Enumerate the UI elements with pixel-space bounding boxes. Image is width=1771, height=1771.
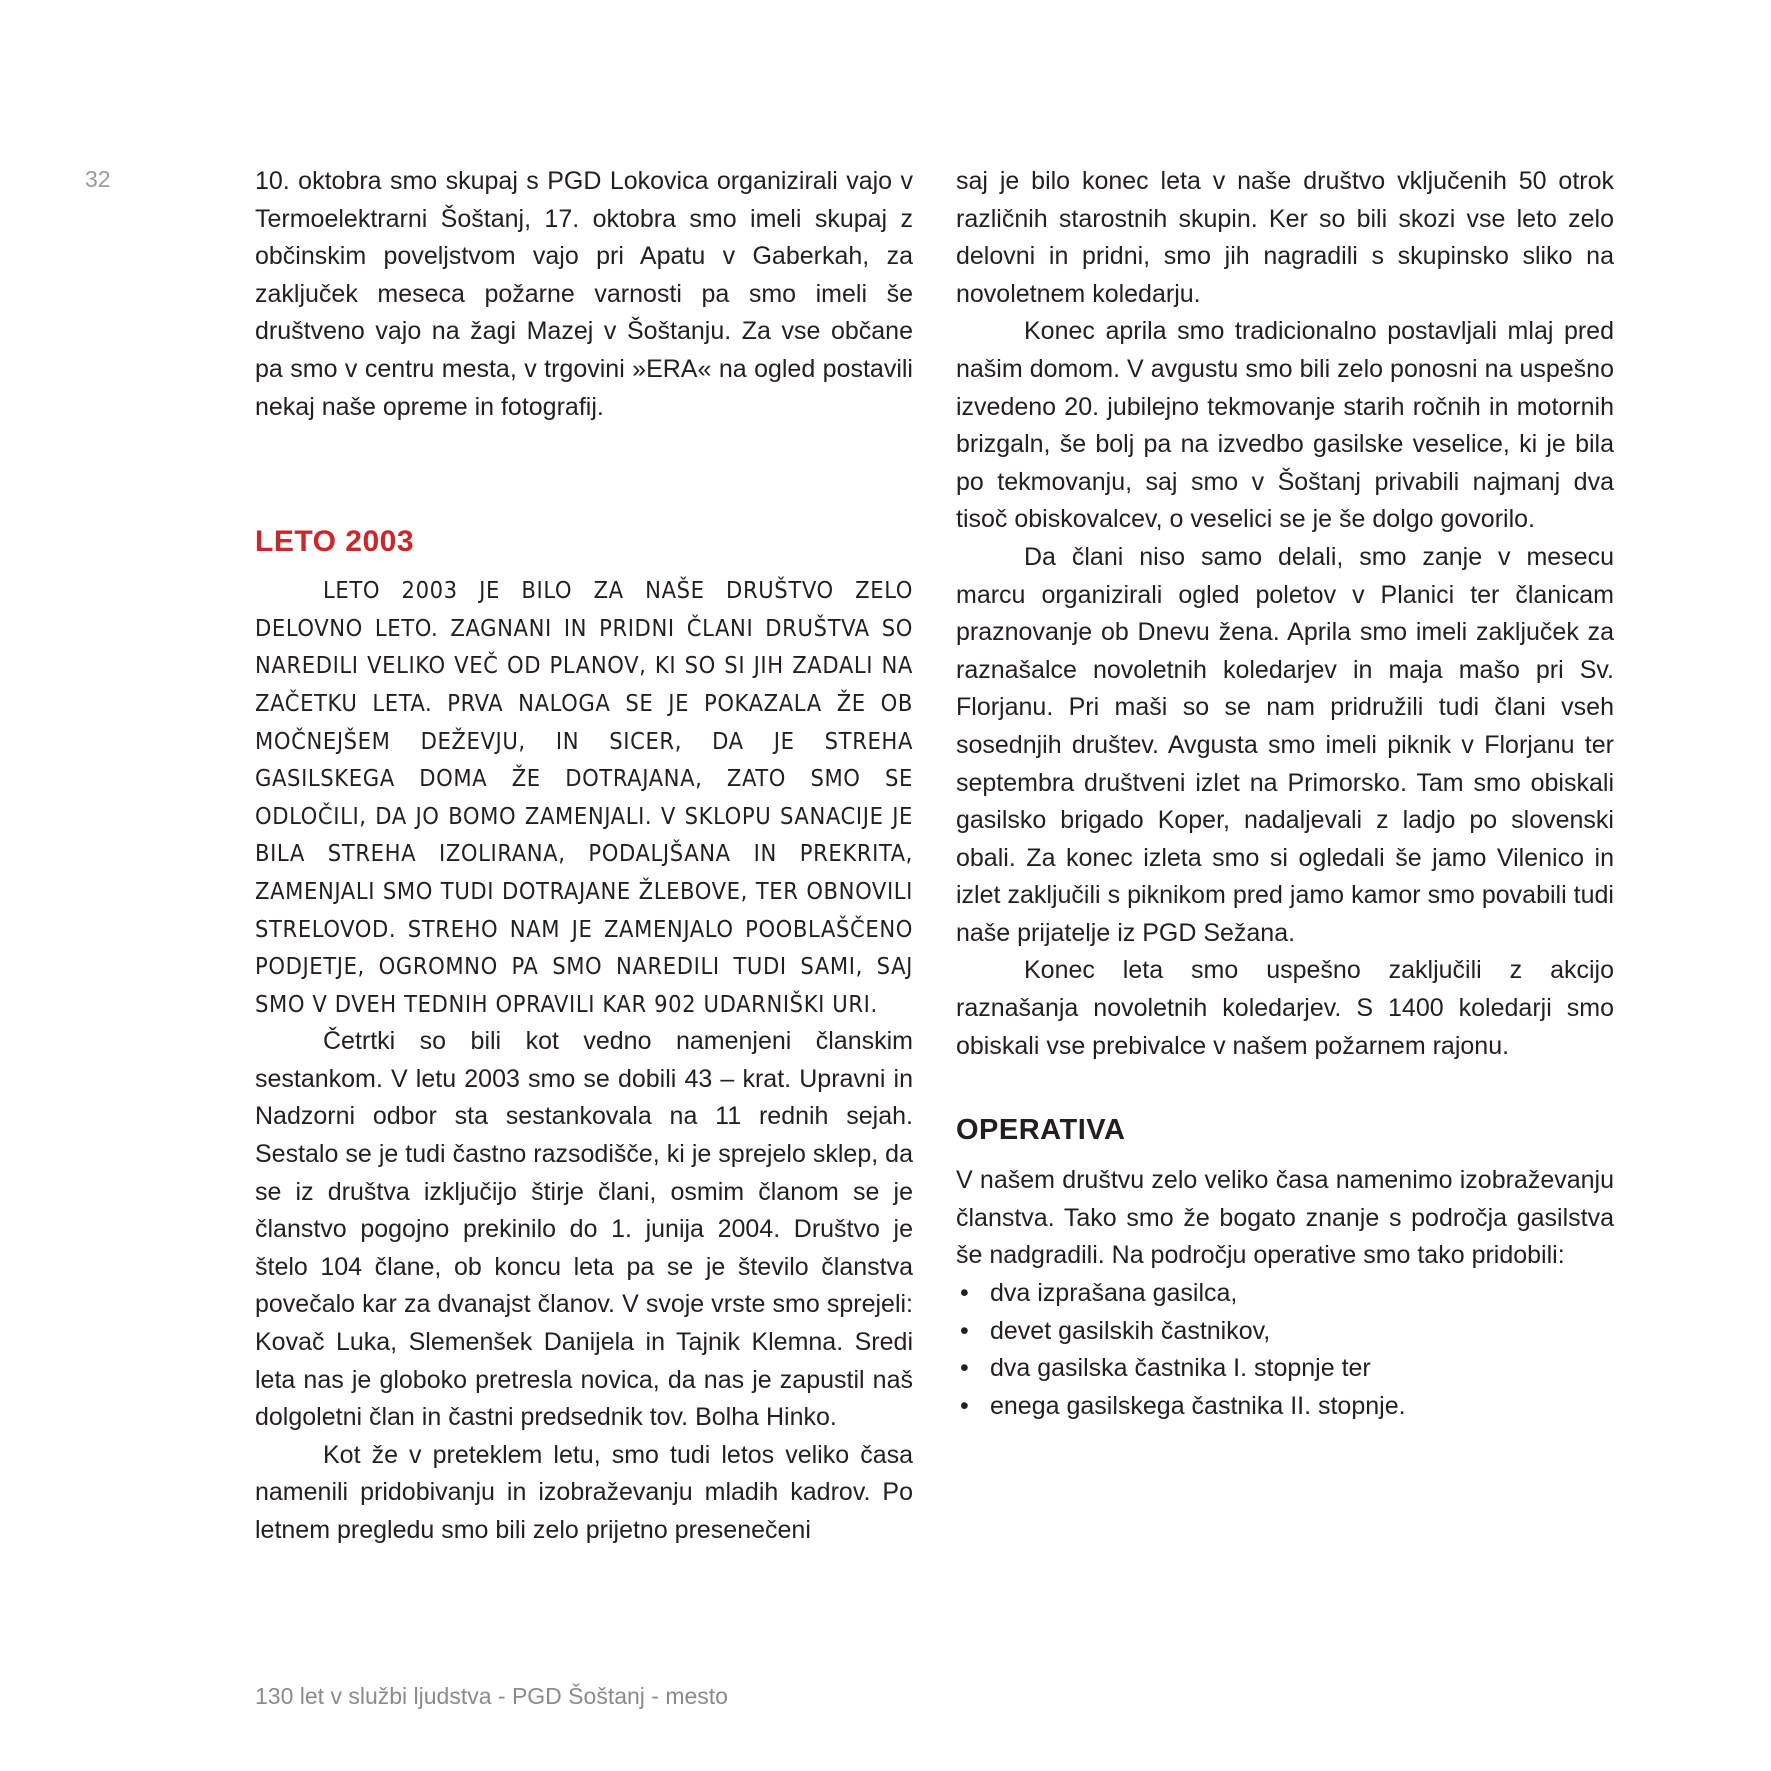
- body-paragraph: saj je bilo konec leta v naše društvo vključenih 50 otrok različnih starostnih skupin. Ker so bili skozi vse leto zelo delovni in pridni, smo jih nagradili s skupinsko sliko na novoletnem koledarju.: [956, 167, 1614, 308]
- bullet-icon: •: [960, 1316, 969, 1345]
- list-item: [956, 1388, 1614, 1426]
- list-item-text: dva gasilska častnika I. stopnje ter: [990, 1354, 1371, 1383]
- list-item-text: dva izprašana gasilca,: [990, 1279, 1238, 1308]
- list-item: [956, 1275, 1614, 1313]
- bullet-icon: •: [960, 1354, 969, 1383]
- list-item-text: devet gasilskih častnikov,: [990, 1316, 1271, 1345]
- bullet-list: [956, 1275, 1614, 1425]
- list-item: [956, 1313, 1614, 1351]
- body-paragraph: Konec aprila smo tradicionalno postavljali mlaj pred našim domom. V avgustu smo bili zelo ponosni na uspešno izvedeno 20. jubilejno tekmovanje starih ročnih in motornih brizgaln, še bolj pa na izvedbo gasilske veselice, ki je bila po tekmovanju, saj smo v Šoštanj privabili najmanj dva tisoč obiskovalcev, o veselici se je še dolgo govorilo.: [956, 317, 1614, 534]
- section-heading-leto-2003: LETO 2003: [255, 525, 415, 559]
- bullet-icon: •: [960, 1391, 969, 1420]
- body-paragraph: Konec leta smo uspešno zaključili z akcijo raznašanja novoletnih koledarjev. S 1400 koledarji smo obiskali vse prebivalce v našem požarnem rajonu.: [956, 956, 1614, 1060]
- body-paragraph: Četrtki so bili kot vedno namenjeni članskim sestankom. V letu 2003 smo se dobili 43 – krat. Upravni in Nadzorni odbor sta sestankovala na 11 rednih sejah. Sestalo se je tudi častno razsodišče, ki je sprejelo sklep, da se iz društva izključijo štirje člani, osmim članom se je članstvo pogojno prekinilo do 1. junija 2004. Društvo je štelo 104 člane, ob koncu leta pa se je število članstva povečalo kar za dvanajst članov. V svoje vrste smo sprejeli: Kovač Luka, Slemenšek Danijela in Tajnik Klemna. Sredi leta nas je globoko pretresla novica, da nas je zapustil naš dolgoletni član in častni predsednik tov. Bolha Hinko.: [255, 1027, 913, 1432]
- right-column: [956, 163, 1614, 1425]
- intro-paragraph: 10. oktobra smo skupaj s PGD Lokovica organizirali vajo v Termoelektrarni Šoštanj, 17. oktobra smo imeli skupaj z občinskim poveljstvom vajo pri Apatu v Gaberkah, za zaključek meseca požarne varnosti pa smo imeli še društveno vajo na žagi Mazej v Šoštanju. Za vse občane pa smo v centru mesta, v trgovini »ERA« na ogled postavili nekaj naše opreme in fotografij.: [255, 167, 913, 421]
- list-item: [956, 1350, 1614, 1388]
- lead-paragraph: LETO 2003 JE BILO ZA NAŠE DRUŠTVO ZELO DELOVNO LETO. ZAGNANI IN PRIDNI ČLANI DRUŠTVA SO NAREDILI VELIKO VEČ OD PLANOV, KI SO SI JIH ZADALI NA ZAČETKU LETA. PRVA NALOGA SE JE POKAZALA ŽE OB MOČNEJŠEM DEŽEVJU, IN SICER, DA JE STREHA GASILSKEGA DOMA ŽE DOTRAJANA, ZATO SMO SE ODLOČILI, DA JO BOMO ZAMENJALI. V SKLOPU SANACIJE JE BILA STREHA IZOLIRANA, PODALJŠANA IN PREKRITA, ZAMENJALI SMO TUDI DOTRAJANE ŽLEBOVE, TER OBNOVILI STRELOVOD. STREHO NAM JE ZAMENJALO POOBLAŠČENO PODJETJE, OGROMNO PA SMO NAREDILI TUDI SAMI, SAJ SMO V DVEH TEDNIH OPRAVILI KAR 902 UDARNIŠKI URI.: [255, 576, 913, 1018]
- left-column: [255, 163, 913, 1550]
- bullet-icon: •: [960, 1279, 969, 1308]
- page-footer: 130 let v službi ljudstva - PGD Šoštanj - mesto: [255, 1683, 728, 1709]
- body-paragraph: Da člani niso samo delali, smo zanje v mesecu marcu organizirali ogled poletov v Planici ter članicam praznovanje ob Dnevu žena. Aprila smo imeli zaključek za raznašalce novoletnih koledarjev in maja mašo pri Sv. Florjanu. Pri maši so se nam pridružili tudi člani vseh sosednjih društev. Avgusta smo imeli piknik v Florjanu ter septembra društveni izlet na Primorsko. Tam smo obiskali gasilsko brigado Koper, nadaljevali z ladjo po slovenski obali. Za konec izleta smo si ogledali še jamo Vilenico in izlet zaključili s piknikom pred jamo kamor smo povabili tudi naše prijatelje iz PGD Sežana.: [956, 542, 1614, 947]
- page-number: 32: [85, 166, 111, 192]
- body-paragraph: Kot že v preteklem letu, smo tudi letos veliko časa namenili pridobivanju in izobraževanju mladih kadrov. Po letnem pregledu smo bili zelo prijetno presenečeni: [255, 1440, 913, 1544]
- section-heading-operativa: OPERATIVA: [956, 1114, 1126, 1147]
- list-item-text: enega gasilskega častnika II. stopnje.: [990, 1391, 1406, 1420]
- operativa-paragraph: V našem društvu zelo veliko časa namenimo izobraževanju članstva. Tako smo že bogato znanje s področja gasilstva še nadgradili. Na področju operative smo tako pridobili:: [956, 1166, 1614, 1270]
